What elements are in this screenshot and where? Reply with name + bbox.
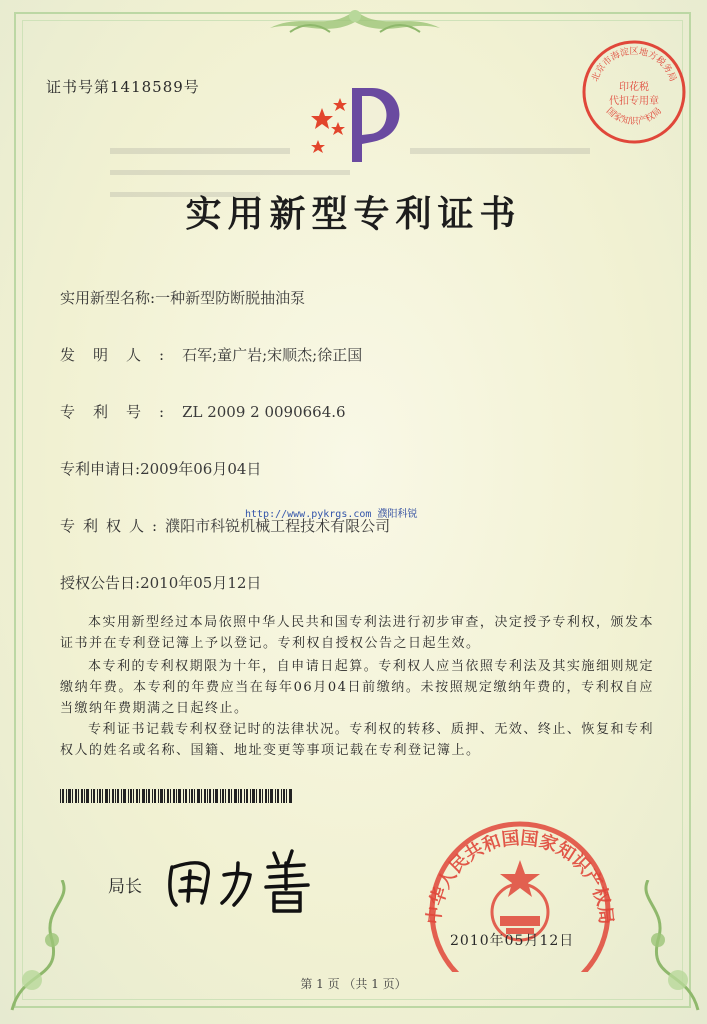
barcode-bar	[84, 789, 85, 803]
inventor-field	[60, 344, 362, 365]
barcode-bar	[158, 789, 159, 803]
barcode-bar	[78, 789, 79, 803]
barcode-bar	[86, 789, 89, 803]
barcode-bar	[136, 789, 138, 803]
inventor-value: 石军;童广岩;宋顺杰;徐正国	[182, 346, 363, 364]
barcode-bar	[194, 789, 195, 803]
bottom-left-floral-ornament	[2, 880, 82, 1020]
barcode-bar	[112, 789, 114, 803]
barcode-bar	[146, 789, 147, 803]
barcode-bar	[160, 789, 163, 803]
barcode-bar	[152, 789, 153, 803]
barcode	[60, 789, 292, 803]
barcode-bar	[105, 789, 108, 803]
barcode-bar	[246, 789, 248, 803]
paragraph-examination: 本实用新型经过本局依照中华人民共和国专利法进行初步审查，决定授予专利权，颁发本证书并在专利登记簿上予以登记。专利权自授权公告之日起生效。	[60, 615, 654, 651]
barcode-bar	[102, 789, 103, 803]
grant-date-label: 授权公告日:	[60, 574, 141, 592]
barcode-bar	[128, 789, 129, 803]
barcode-bar	[99, 789, 101, 803]
barcode-bar	[139, 789, 140, 803]
barcode-bar	[154, 789, 156, 803]
filing-date-label: 专利申请日:	[60, 460, 141, 478]
director-label: 局长	[108, 877, 142, 897]
barcode-bar	[62, 789, 64, 803]
barcode-bar	[185, 789, 187, 803]
barcode-bar	[189, 789, 190, 803]
barcode-bar	[207, 789, 208, 803]
barcode-bar	[256, 789, 257, 803]
barcode-bar	[176, 789, 177, 803]
barcode-bar	[238, 789, 239, 803]
svg-text:代扣专用章: 代扣专用章	[609, 96, 659, 107]
barcode-bar	[60, 789, 61, 803]
barcode-bar	[234, 789, 237, 803]
barcode-bar	[213, 789, 214, 803]
barcode-bar	[286, 789, 287, 803]
svg-text:印花税: 印花税	[619, 82, 649, 93]
stamp-duty-seal	[578, 36, 690, 148]
barcode-bar	[201, 789, 202, 803]
barcode-bar	[170, 789, 171, 803]
barcode-bar	[209, 789, 211, 803]
barcode-bar	[283, 789, 285, 803]
barcode-bar	[123, 789, 126, 803]
barcode-bar	[244, 789, 245, 803]
barcode-bar	[289, 789, 292, 803]
barcode-bar	[220, 789, 221, 803]
top-floral-ornament	[250, 2, 460, 42]
barcode-bar	[115, 789, 116, 803]
barcode-bar	[178, 789, 181, 803]
utility-model-name-field	[60, 287, 305, 308]
filing-date-field	[60, 458, 261, 479]
barcode-bar	[167, 789, 169, 803]
svg-text:中华人民共和国国家知识产权局: 中华人民共和国国家知识产权局	[423, 827, 617, 926]
barcode-bar	[66, 789, 67, 803]
barcode-bar	[268, 789, 269, 803]
patentee-field	[60, 515, 390, 536]
barcode-bar	[133, 789, 134, 803]
bottom-right-floral-ornament	[628, 880, 707, 1020]
page-number: 第 1 页 （共 1 页）	[300, 977, 407, 991]
barcode-bar	[275, 789, 276, 803]
barcode-bar	[270, 789, 273, 803]
inventor-label: 发明人:	[60, 346, 183, 364]
barcode-bar	[281, 789, 282, 803]
filing-date-value: 2009年06月04日	[140, 460, 262, 478]
barcode-bar	[164, 789, 165, 803]
barcode-bar	[204, 789, 206, 803]
barcode-bar	[173, 789, 175, 803]
svg-text:北京市海淀区地方税务局: 北京市海淀区地方税务局	[590, 46, 678, 84]
grant-date-field	[60, 572, 261, 593]
barcode-bar	[191, 789, 193, 803]
name-label: 实用新型名称:	[60, 289, 156, 307]
patent-number-value: ZL 2009 2 0090664.6	[182, 403, 346, 421]
watermark-name: 濮阳科锐	[377, 509, 418, 520]
barcode-bar	[75, 789, 77, 803]
barcode-bar	[222, 789, 224, 803]
barcode-bar	[231, 789, 232, 803]
cnipa-logo-icon	[300, 80, 420, 170]
certificate-number: 证书号第1418589号	[46, 78, 200, 96]
paragraph-term-fees: 本专利的专利权期限为十年，自申请日起算。专利权人应当依照专利法及其实施细则规定缴纳年费。本专利的年费应当在每年06月04日前缴纳。未按照规定缴纳年费的，专利权自应当缴纳年费期满之日起终止。	[60, 659, 654, 716]
barcode-bar	[183, 789, 184, 803]
barcode-bar	[130, 789, 132, 803]
barcode-bar	[97, 789, 98, 803]
svg-text:国家知识产权局: 国家知识产权局	[603, 106, 665, 128]
barcode-bar	[72, 789, 73, 803]
barcode-bar	[250, 789, 251, 803]
barcode-bar	[228, 789, 230, 803]
barcode-bar	[142, 789, 145, 803]
barcode-bar	[197, 789, 200, 803]
grant-date-value: 2010年05月12日	[140, 574, 262, 592]
patent-number-field	[60, 401, 346, 422]
barcode-bar	[215, 789, 218, 803]
barcode-bar	[265, 789, 267, 803]
barcode-bar	[225, 789, 226, 803]
barcode-bar	[81, 789, 83, 803]
patentee-value: 濮阳市科锐机械工程技术有限公司	[165, 517, 391, 535]
director-signature	[158, 845, 338, 915]
barcode-bar	[121, 789, 122, 803]
barcode-bar	[277, 789, 279, 803]
barcode-bar	[117, 789, 119, 803]
certificate-title: 实用新型专利证书	[185, 193, 522, 235]
barcode-bar	[252, 789, 255, 803]
barcode-bar	[91, 789, 92, 803]
paragraph-legal-status: 专利证书记载专利权登记时的法律状况。专利权的转移、质押、无效、终止、恢复和专利权人的姓名或名称、国籍、地址变更等事项记载在专利登记簿上。	[60, 722, 654, 758]
name-value: 一种新型防断脱抽油泵	[155, 289, 306, 307]
barcode-bar	[259, 789, 261, 803]
watermark-url: http://www.pykrgs.com	[245, 509, 372, 520]
barcode-bar	[68, 789, 71, 803]
issue-date: 2010年05月12日	[450, 933, 575, 949]
barcode-bar	[262, 789, 263, 803]
barcode-bar	[148, 789, 150, 803]
patent-number-label: 专利号:	[60, 403, 183, 421]
patentee-label: 专利权人:	[60, 517, 166, 535]
barcode-bar	[240, 789, 242, 803]
barcode-bar	[93, 789, 95, 803]
barcode-bar	[109, 789, 110, 803]
